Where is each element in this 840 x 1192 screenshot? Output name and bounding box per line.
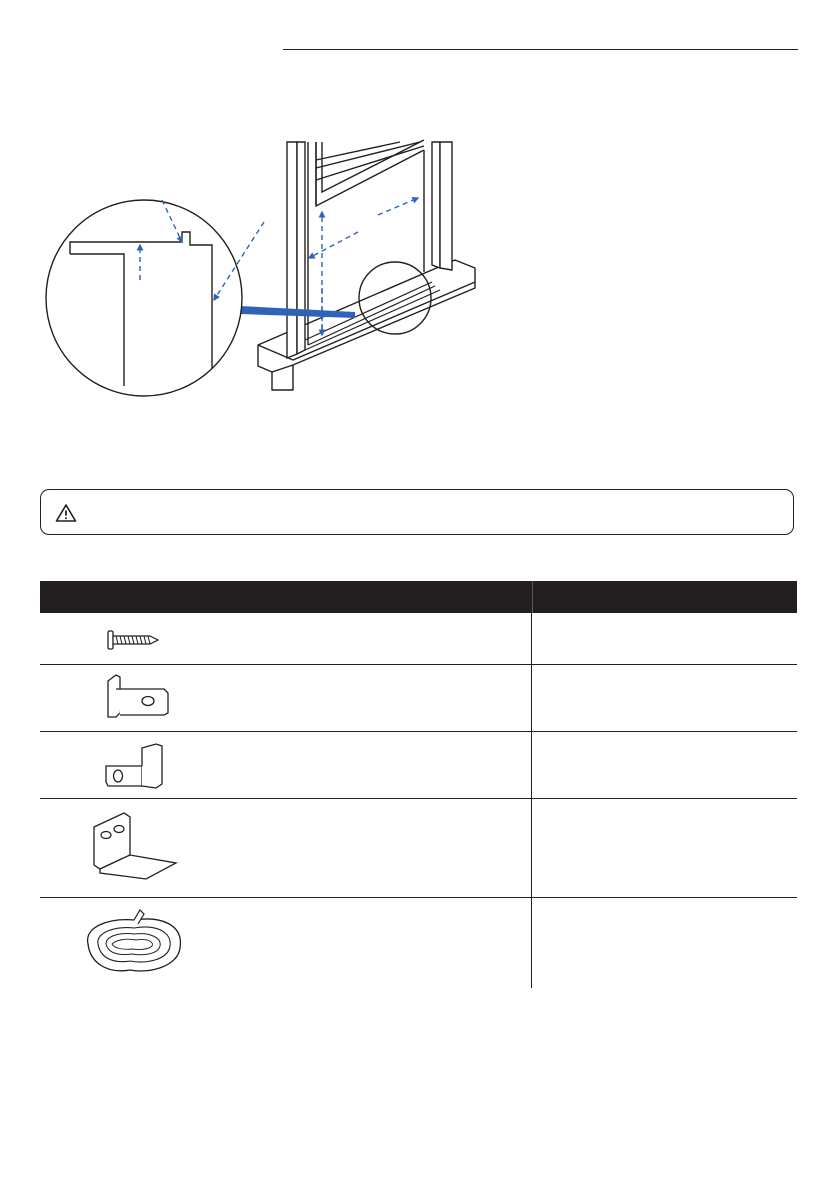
window-sill-diagram — [0, 0, 840, 420]
right-clip-icon — [98, 738, 174, 794]
table-row — [40, 799, 797, 898]
warning-triangle-icon — [55, 503, 77, 523]
header-column-divider — [532, 581, 533, 613]
table-row — [40, 665, 797, 732]
screw-icon — [106, 623, 164, 657]
row-column-line — [531, 613, 532, 664]
parts-table — [40, 581, 797, 988]
row-column-line — [531, 732, 532, 798]
table-row — [40, 898, 797, 988]
table-header — [40, 581, 797, 613]
left-clip-icon — [98, 671, 174, 727]
foam-seal-roll-icon — [80, 904, 190, 982]
warning-notice-box — [40, 489, 794, 535]
table-row — [40, 613, 797, 665]
table-row — [40, 732, 797, 799]
upper-sash — [316, 140, 424, 206]
row-column-line — [531, 898, 532, 988]
row-column-line — [531, 799, 532, 897]
l-bracket-icon — [84, 807, 184, 885]
row-column-line — [531, 665, 532, 731]
